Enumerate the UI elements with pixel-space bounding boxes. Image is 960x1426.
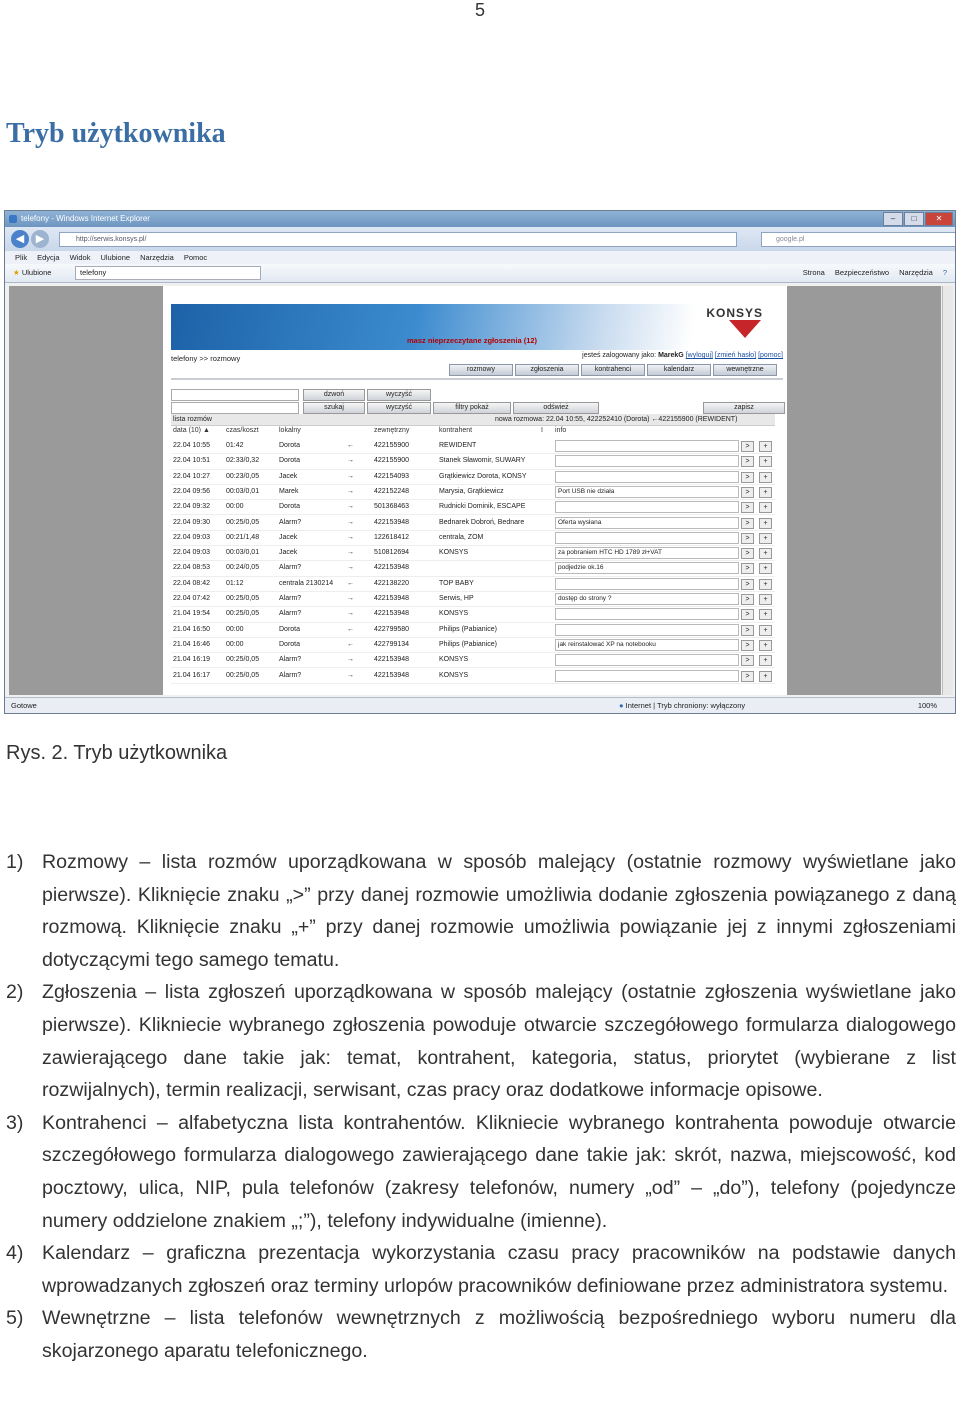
col-local[interactable]: lokalny — [279, 427, 301, 434]
cell-contr: KONSYS — [439, 610, 469, 618]
logout-link[interactable]: [wyloguj] — [685, 352, 713, 359]
cell-date: 22.04 08:53 — [173, 564, 210, 572]
app-tabs — [449, 364, 777, 376]
vertical-scrollbar[interactable] — [942, 286, 953, 695]
security-zone — [619, 698, 745, 713]
add-ticket-button[interactable]: > — [741, 441, 754, 452]
favorites-bar — [5, 264, 955, 283]
list-title: lista rozmów — [173, 416, 212, 423]
link-ticket-button[interactable]: + — [759, 594, 772, 605]
table-row[interactable] — [171, 576, 775, 592]
command-bar — [803, 264, 947, 282]
info-input[interactable]: Port USB nie działa — [555, 486, 739, 498]
tab-zgloszenia[interactable]: zgłoszenia — [515, 364, 579, 376]
add-ticket-button[interactable]: > — [741, 502, 754, 513]
breadcrumb: telefony >> rozmowy — [171, 354, 241, 363]
cell-contr: Marysia, Grątkiewicz — [439, 487, 504, 495]
cell-local: Jacek — [279, 533, 298, 541]
unread-alert[interactable]: masz nieprzeczytane zgłoszenia (12) — [407, 336, 538, 345]
cell-local: Jacek — [279, 472, 298, 480]
item-number: 2) — [6, 981, 24, 1004]
cell-date: 22.04 07:42 — [173, 595, 210, 602]
list-header-bar — [171, 414, 775, 426]
login-user: MarekG — [658, 352, 684, 359]
cell-dir: → — [347, 503, 354, 511]
info-input[interactable] — [555, 440, 739, 452]
link-ticket-button[interactable]: + — [759, 533, 772, 544]
table-row[interactable] — [171, 652, 775, 668]
col-contractor[interactable]: kontrahent — [439, 427, 473, 434]
link-ticket-button[interactable]: + — [759, 579, 772, 590]
info-input[interactable] — [555, 654, 739, 666]
cell-dir: → — [347, 533, 354, 541]
table-row[interactable] — [171, 469, 775, 485]
window-title: telefony - Windows Internet Explorer — [21, 214, 150, 223]
cell-cost: 00:25/0,05 — [226, 671, 260, 679]
cell-local: Dorota — [279, 457, 301, 465]
help-link[interactable]: [pomoc] — [758, 352, 783, 359]
search-input[interactable] — [171, 402, 299, 414]
cell-ext: 510812694 — [374, 549, 410, 557]
minimize-button[interactable]: – — [883, 212, 903, 226]
cell-ext: 422153948 — [374, 610, 410, 618]
app-banner — [171, 304, 783, 350]
list-item — [6, 976, 956, 1106]
add-ticket-button[interactable]: > — [741, 533, 754, 544]
link-ticket-button[interactable]: + — [759, 625, 772, 636]
link-ticket-button[interactable]: + — [759, 548, 772, 559]
browser-tab[interactable]: telefony — [75, 266, 261, 280]
address-bar[interactable]: http://serwis.konsys.pl/ — [59, 232, 737, 247]
list-item — [6, 846, 956, 976]
info-input[interactable] — [555, 670, 739, 682]
cell-cost: 00:03/0,01 — [226, 487, 260, 495]
cell-ext: 422153948 — [374, 595, 410, 602]
menu-ulubione[interactable]: Ulubione — [100, 253, 131, 262]
table-row[interactable] — [171, 560, 775, 576]
login-label: jesteś zalogowany jako: — [582, 352, 657, 359]
info-input[interactable]: dostęp do strony ? — [555, 593, 739, 605]
cell-dir: → — [347, 671, 354, 679]
cell-local: Alarm? — [279, 518, 302, 526]
maximize-button[interactable]: □ — [904, 212, 924, 226]
menu-bar — [5, 251, 955, 264]
table-row[interactable] — [171, 438, 775, 454]
info-input[interactable] — [555, 501, 739, 513]
favorites-button[interactable] — [13, 264, 51, 282]
link-ticket-button[interactable]: + — [759, 655, 772, 666]
cell-contr: KONSYS — [439, 549, 469, 557]
link-ticket-button[interactable]: + — [759, 502, 772, 513]
cell-cost: 00:24/0,05 — [226, 564, 260, 572]
cell-date: 22.04 09:03 — [173, 549, 210, 557]
cell-date: 22.04 09:56 — [173, 487, 210, 495]
info-input[interactable] — [555, 624, 739, 636]
item-number: 4) — [6, 1242, 24, 1265]
cell-local: Alarm? — [279, 671, 302, 679]
item-number: 1) — [6, 851, 24, 873]
col-date[interactable]: data (10) ▲ — [173, 427, 210, 434]
cell-ext: 422155900 — [374, 457, 410, 465]
cell-date: 21.04 16:50 — [173, 625, 210, 633]
add-ticket-button[interactable]: > — [741, 579, 754, 590]
cell-ext: 422799580 — [374, 625, 410, 633]
back-arrow-icon[interactable]: ◀ — [11, 230, 29, 248]
status-text: Gotowe — [11, 701, 37, 710]
konsys-logo: KONSYS — [706, 306, 763, 320]
cell-dir: → — [347, 595, 354, 602]
table-row[interactable] — [171, 545, 775, 561]
menu-pomoc[interactable]: Pomoc — [183, 253, 208, 262]
table-row[interactable] — [171, 606, 775, 622]
cell-contr: TOP BABY — [439, 579, 474, 587]
cell-date: 22.04 09:32 — [173, 503, 210, 511]
cell-date: 22.04 10:27 — [173, 472, 210, 480]
filters-button[interactable]: filtry pokaż — [433, 402, 511, 414]
cell-dir: → — [347, 457, 354, 465]
info-input[interactable]: Oferta wysłana — [555, 517, 739, 529]
cell-ext: 422153948 — [374, 518, 410, 526]
item-text: Kontrahenci – alfabetyczna lista kontrahentów. Klikniecie wybranego kontrahenta powoduje otwarcie szczegółowego formularza dialogowego zawierającego dane takie jak: skrót, nazwa, miejscowość, kod pocztowy, ulica, NIP, pula telefonów (zakresy telefonów, numery „od” – „do”), telefony (pojedyncze numery oddzielone znakiem „;”), telefony indywidualne (imienne). — [42, 1111, 956, 1232]
menu-narzedzia[interactable]: Narzędzia — [140, 253, 174, 262]
info-input[interactable]: podjedzie ok.16 — [555, 562, 739, 574]
login-info — [582, 352, 783, 359]
cell-ext: 422155900 — [374, 442, 410, 449]
cell-cost: 01:12 — [226, 579, 244, 587]
ie-icon — [9, 215, 17, 223]
link-ticket-button[interactable]: + — [759, 563, 772, 574]
cell-cost: 00:25/0,05 — [226, 610, 260, 618]
cell-cost: 00:00 — [226, 503, 244, 511]
cell-dir: ← — [347, 640, 354, 648]
add-ticket-button[interactable]: > — [741, 594, 754, 605]
change-password-link[interactable]: [zmień hasło] — [714, 352, 757, 359]
col-info: info — [555, 427, 567, 434]
cell-date: 22.04 10:51 — [173, 457, 210, 465]
dial-button[interactable]: dzwoń — [303, 389, 365, 401]
col-external[interactable]: zewnętrzny — [374, 427, 410, 434]
cell-ext: 422152248 — [374, 487, 410, 495]
clear-search-button[interactable]: wyczyść — [367, 402, 431, 414]
column-headers — [171, 426, 775, 436]
add-ticket-button[interactable]: > — [741, 548, 754, 559]
cell-local: centrala 2130214 — [279, 579, 334, 587]
add-ticket-button[interactable]: > — [741, 609, 754, 620]
info-input[interactable] — [555, 455, 739, 467]
table-row[interactable] — [171, 622, 775, 638]
zone-label: Internet | Tryb chroniony: wyłączony — [625, 701, 746, 710]
add-ticket-button[interactable]: > — [741, 671, 754, 682]
cell-cost: 00:03/0,01 — [226, 549, 260, 557]
menu-edycja[interactable]: Edycja — [37, 253, 60, 262]
address-toolbar — [5, 227, 955, 251]
cell-date: 21.04 16:17 — [173, 671, 210, 679]
cell-cost: 00:00 — [226, 625, 244, 633]
cell-cost: 00:21/1,48 — [226, 533, 260, 541]
phone-input[interactable] — [171, 389, 299, 401]
cell-local: Dorota — [279, 503, 301, 511]
cell-local: Alarm? — [279, 610, 302, 618]
info-input[interactable] — [555, 608, 739, 620]
cell-dir: → — [347, 518, 354, 526]
cell-contr: Philips (Pabianice) — [439, 625, 497, 633]
cell-local: Alarm? — [279, 656, 302, 664]
add-ticket-button[interactable]: > — [741, 655, 754, 666]
info-input[interactable] — [555, 471, 739, 483]
cell-contr: KONSYS — [439, 656, 469, 664]
table-row[interactable] — [171, 484, 775, 500]
col-i: I — [541, 427, 543, 434]
item-text: Wewnętrzne – lista telefonów wewnętrznych z możliwością bezpośredniego wyboru numeru dla skojarzonego aparatu telefonicznego. — [42, 1307, 956, 1362]
tab-wewnetrzne[interactable]: wewnętrzne — [713, 364, 777, 376]
table-row[interactable] — [171, 530, 775, 546]
cell-contr: Stanek Sławomir, SUWARY — [439, 457, 526, 465]
item-text: Kalendarz – graficzna prezentacja wykorzystania czasu pracy pracowników na podstawie danych wprowadzanych zgłoszeń oraz terminy urlopów pracowników definiowane przez administratora systemu. — [42, 1242, 956, 1297]
cell-cost: 00:23/0,05 — [226, 472, 260, 480]
cell-contr: Serwis, HP — [439, 595, 474, 602]
list-item — [6, 1302, 956, 1367]
cell-cost: 00:25/0,05 — [226, 518, 260, 526]
cell-ext: 422153948 — [374, 564, 410, 572]
cell-date: 22.04 09:03 — [173, 533, 210, 541]
table-row[interactable] — [171, 668, 775, 684]
cell-contr: KONSYS — [439, 671, 469, 679]
cmd-bezpieczenstwo[interactable]: Bezpieczeństwo — [834, 268, 890, 277]
table-row[interactable] — [171, 591, 775, 607]
browser-screenshot — [4, 210, 956, 714]
info-input[interactable] — [555, 532, 739, 544]
page-viewport — [9, 286, 941, 695]
app-page — [163, 286, 787, 695]
cell-cost: 01:42 — [226, 442, 244, 449]
table-row[interactable] — [171, 499, 775, 515]
cell-local: Alarm? — [279, 595, 302, 602]
cell-local: Jacek — [279, 549, 298, 557]
cell-date: 21.04 16:46 — [173, 640, 210, 648]
link-ticket-button[interactable]: + — [759, 441, 772, 452]
logo-mark-icon — [729, 320, 761, 338]
cell-ext: 501368463 — [374, 503, 410, 511]
cell-dir: → — [347, 656, 354, 664]
cell-cost: 02:33/0,32 — [226, 457, 260, 465]
cell-local: Dorota — [279, 640, 301, 648]
cell-ext: 422153948 — [374, 656, 410, 664]
info-input[interactable] — [555, 578, 739, 590]
cell-local: Dorota — [279, 625, 301, 633]
save-button[interactable]: zapisz — [703, 402, 785, 414]
cell-dir: ← — [347, 442, 354, 449]
cell-dir: → — [347, 564, 354, 572]
cmd-strona[interactable]: Strona — [802, 268, 825, 277]
search-button[interactable]: szukaj — [303, 402, 365, 414]
cell-dir: → — [347, 549, 354, 557]
section-title: Tryb użytkownika — [6, 118, 226, 149]
cell-contr: Philips (Pabianice) — [439, 640, 497, 648]
cell-ext: 422799134 — [374, 640, 410, 648]
cell-contr: centrala, ZOM — [439, 533, 484, 541]
cell-dir: ← — [347, 579, 354, 587]
link-ticket-button[interactable]: + — [759, 518, 772, 529]
cell-cost: 00:25/0,05 — [226, 595, 260, 602]
cell-date: 22.04 08:42 — [173, 579, 210, 587]
clear-button[interactable]: wyczyść — [367, 389, 431, 401]
add-ticket-button[interactable]: > — [741, 472, 754, 483]
item-text: Rozmowy – lista rozmów uporządkowana w sposób malejący (ostatnie rozmowy wyświetlane jako pierwsze). Kliknięcie znaku „>” przy danej rozmowie umożliwia dodanie zgłoszenia powiązanego z daną rozmową. Kliknięcie znaku „+” przy danej rozmowie umożliwia powiązanie jej z innymi zgłoszeniami dotyczącymi tego samego tematu. — [42, 851, 956, 971]
menu-widok[interactable]: Widok — [69, 253, 91, 262]
info-input[interactable]: za pobraniem HTC HD 1789 zł+VAT — [555, 547, 739, 559]
close-button[interactable]: ✕ — [925, 212, 953, 226]
divider — [171, 378, 783, 380]
cell-date: 22.04 09:30 — [173, 518, 210, 526]
cell-dir: → — [347, 472, 354, 480]
tab-kontrahenci[interactable]: kontrahenci — [581, 364, 645, 376]
star-icon: ★ — [13, 268, 20, 277]
tab-rozmowy[interactable]: rozmowy — [449, 364, 513, 376]
add-ticket-button[interactable]: > — [741, 456, 754, 467]
refresh-button[interactable]: odśwież — [513, 402, 599, 414]
status-bar — [5, 697, 955, 713]
cell-cost: 00:25/0,05 — [226, 656, 260, 664]
cell-cost: 00:00 — [226, 640, 244, 648]
window-controls — [883, 212, 953, 226]
cell-ext: 422154093 — [374, 472, 410, 480]
cmd-narzedzia[interactable]: Narzędzia — [899, 268, 933, 277]
cell-contr: REWIDENT — [439, 442, 477, 449]
cell-ext: 422153948 — [374, 671, 410, 679]
cell-ext: 122618412 — [374, 533, 410, 541]
description-list — [6, 846, 956, 1368]
link-ticket-button[interactable]: + — [759, 671, 772, 682]
link-ticket-button[interactable]: + — [759, 472, 772, 483]
globe-icon: ● — [619, 701, 624, 710]
cell-date: 21.04 19:54 — [173, 610, 210, 618]
link-ticket-button[interactable]: + — [759, 456, 772, 467]
add-ticket-button[interactable]: > — [741, 518, 754, 529]
cell-local: Dorota — [279, 442, 301, 449]
add-ticket-button[interactable]: > — [741, 563, 754, 574]
link-ticket-button[interactable]: + — [759, 609, 772, 620]
favorites-label: Ulubione — [21, 268, 52, 277]
col-cost[interactable]: czas/koszt — [226, 427, 259, 434]
link-ticket-button[interactable]: + — [759, 487, 772, 498]
cell-dir: ← — [347, 625, 354, 633]
item-text: Zgłoszenia – lista zgłoszeń uporządkowana w sposób malejący (ostatnie zgłoszenia wyświetlane jako pierwsze). Klikniecie wybranego zgłoszenia powoduje otwarcie szczegółowego formularza dialogowego zawierającego dane takie jak: temat, kontrahent, kategoria, status, priorytet (wybierane z list rozwijalnych), termin realizacji, serwisant, czas pracy oraz dodatkowe informacje opisowe. — [42, 981, 956, 1102]
add-ticket-button[interactable]: > — [741, 625, 754, 636]
table-row[interactable] — [171, 515, 775, 531]
cell-date: 21.04 16:19 — [173, 656, 210, 664]
cell-dir: → — [347, 610, 354, 618]
figure-caption: Rys. 2. Tryb użytkownika — [6, 742, 228, 764]
cell-contr: Bednarek Dobroń, Bednare — [439, 518, 525, 526]
zoom-level[interactable]: 100% — [917, 701, 937, 710]
cell-dir: → — [347, 487, 354, 495]
cell-local: Alarm? — [279, 564, 302, 572]
cell-local: Marek — [279, 487, 299, 495]
add-ticket-button[interactable]: > — [741, 640, 754, 651]
window-titlebar — [5, 211, 955, 227]
item-number: 5) — [6, 1307, 24, 1330]
cell-contr: Grątkiewicz Dorota, KONSY — [439, 472, 527, 480]
help-icon[interactable]: ? — [942, 268, 947, 277]
table-row[interactable] — [171, 453, 775, 469]
info-input[interactable]: jak reinstalować XP na notebooku — [555, 639, 739, 651]
link-ticket-button[interactable]: + — [759, 640, 772, 651]
search-box[interactable]: google.pl — [761, 232, 956, 247]
list-item — [6, 1237, 956, 1302]
menu-plik[interactable]: Plik — [15, 253, 28, 262]
forward-arrow-icon[interactable]: ▶ — [31, 230, 49, 248]
cell-ext: 422138220 — [374, 579, 410, 587]
page-number: 5 — [474, 0, 485, 20]
cell-date: 22.04 10:55 — [173, 442, 210, 449]
item-number: 3) — [6, 1111, 24, 1134]
tab-kalendarz[interactable]: kalendarz — [647, 364, 711, 376]
table-row[interactable] — [171, 637, 775, 653]
list-item — [6, 1107, 956, 1237]
cell-contr: Rudnicki Dominik, ESCAPE — [439, 503, 526, 511]
add-ticket-button[interactable]: > — [741, 487, 754, 498]
new-call-info: nowa rozmowa: 22.04 10:55, 422252410 (Dorota) ←422155900 (REWIDENT) — [495, 416, 738, 423]
